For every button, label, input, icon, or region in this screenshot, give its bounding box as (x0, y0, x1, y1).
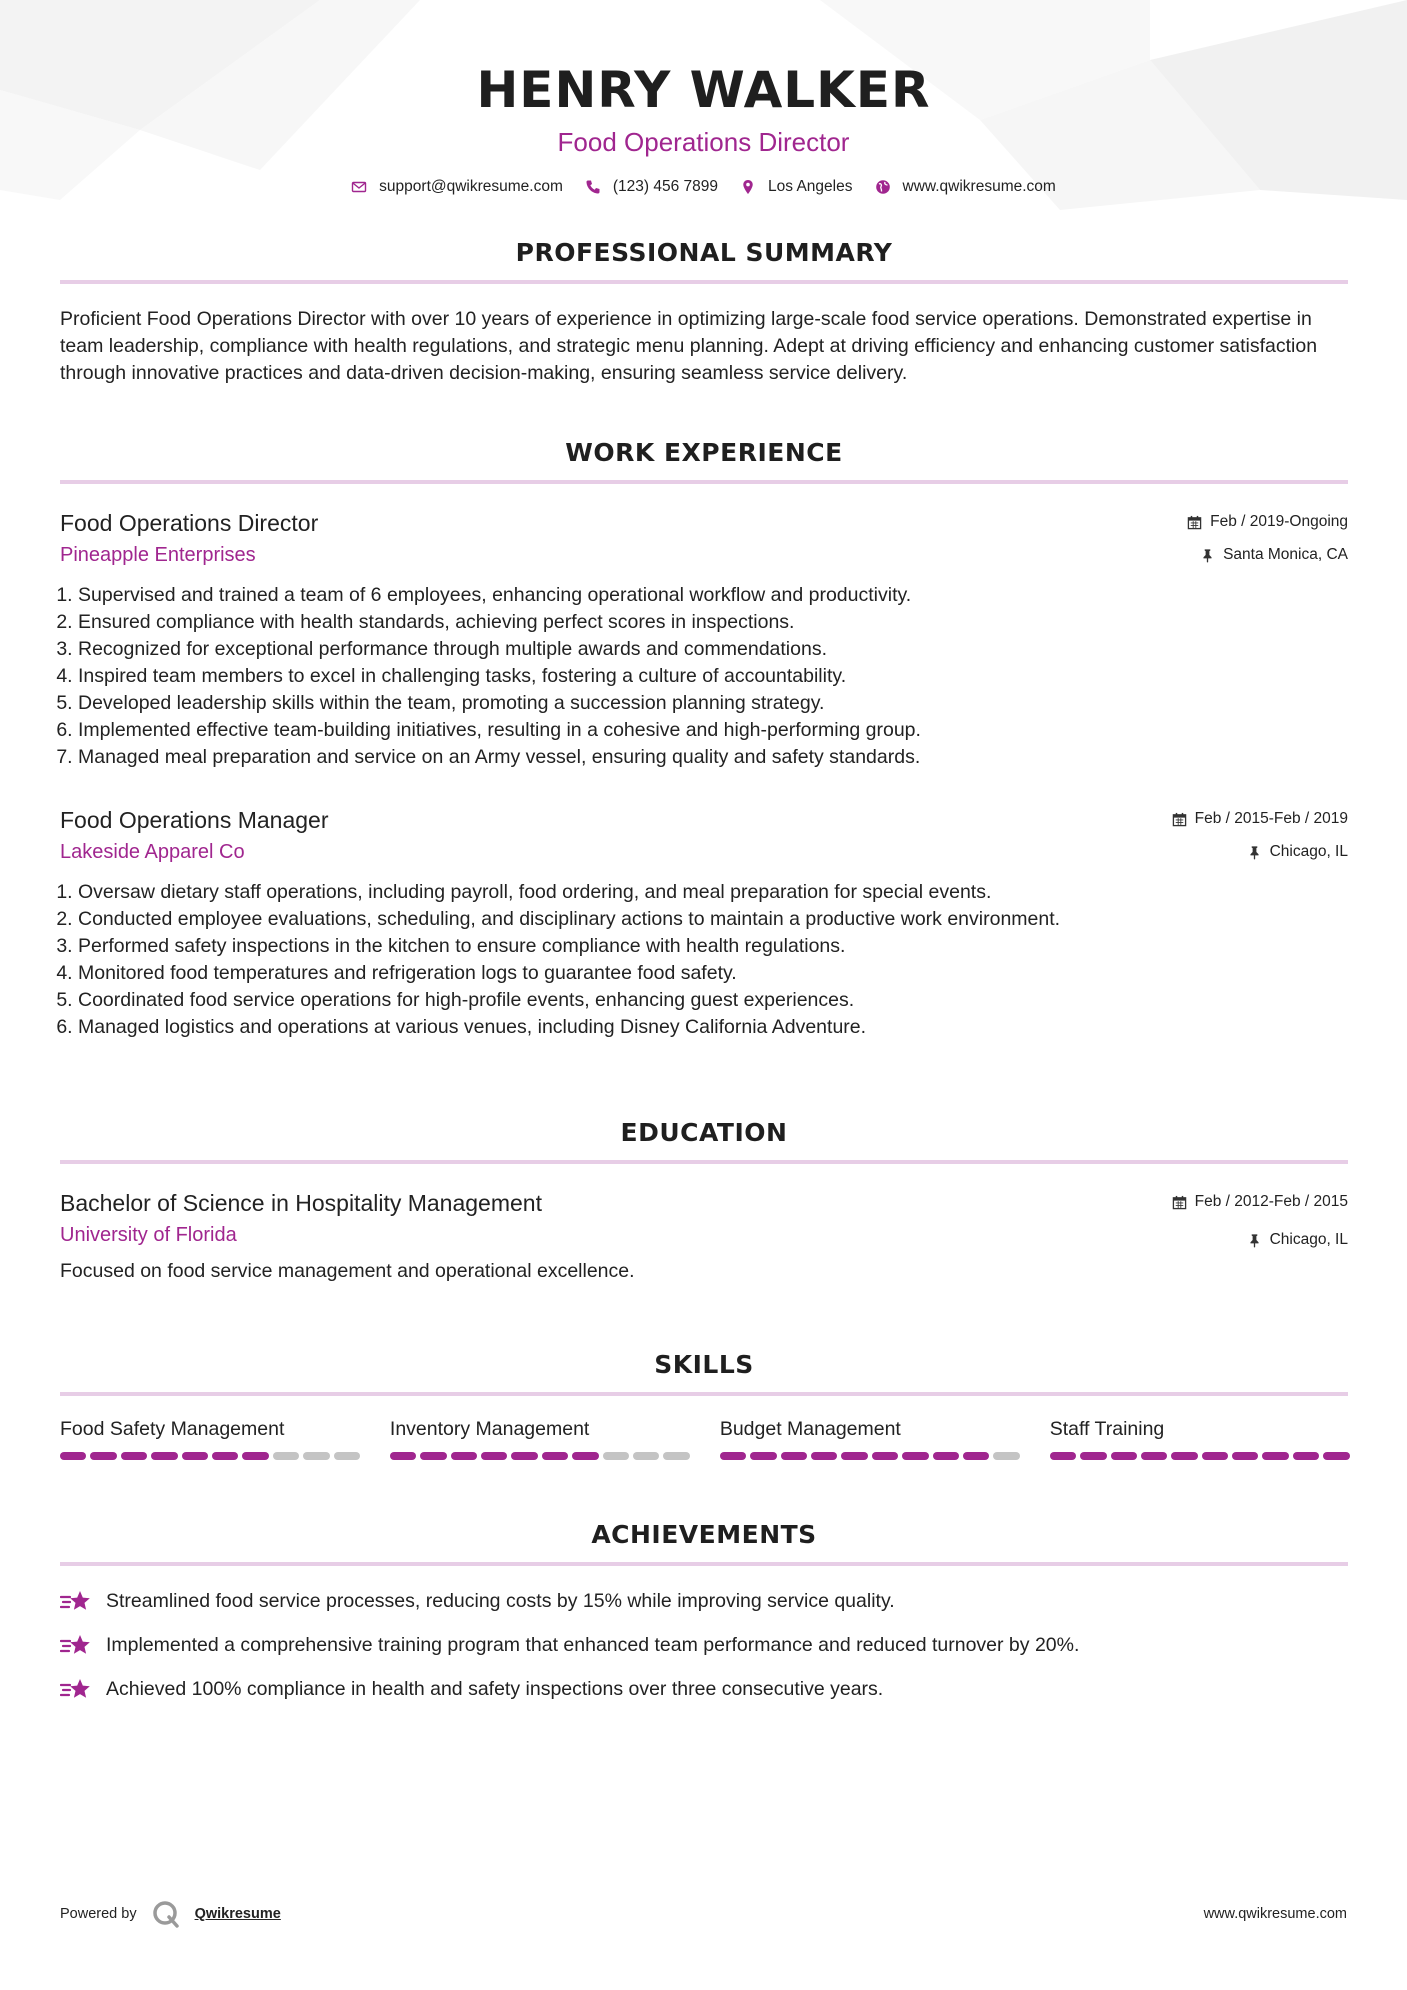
shooting-star-icon (60, 1589, 92, 1615)
list-item: 6. Implemented effective team-building initiatives, resulting in a cohesive and high-performing group. (78, 717, 1348, 744)
job-company: Pineapple Enterprises (60, 544, 256, 566)
experience-heading: WORK EXPERIENCE (565, 438, 843, 467)
skill-segment-filled (1323, 1452, 1349, 1460)
skill-segment-filled (182, 1452, 208, 1460)
skill-segment-filled (572, 1452, 598, 1460)
candidate-title: Food Operations Director (557, 127, 850, 157)
skills-list (60, 1416, 1348, 1460)
skill-segment-filled (963, 1452, 989, 1460)
education-description: Focused on food service management and operational excellence. (60, 1260, 635, 1282)
globe-icon (875, 179, 891, 195)
skill-segment-filled (1232, 1452, 1258, 1460)
contact-email[interactable] (351, 178, 563, 196)
skill-segment-empty (273, 1452, 299, 1460)
skill-name: Inventory Management (389, 1418, 590, 1440)
calendar-icon (1187, 515, 1202, 530)
list-item: 1. Supervised and trained a team of 6 employees, enhancing operational workflow and productivity. (78, 582, 1348, 609)
skills-heading: SKILLS (654, 1350, 754, 1379)
achievement-item (60, 1632, 1348, 1659)
achievements-divider (60, 1562, 1348, 1566)
skills-section (60, 1348, 1348, 1460)
skill-segment-filled (902, 1452, 928, 1460)
skill-segment-filled (90, 1452, 116, 1460)
powered-by-label: Powered by (60, 1906, 137, 1922)
pushpin-icon (1200, 548, 1215, 563)
achievement-text: Implemented a comprehensive training program that enhanced team performance and reduced turnover by 20%. (106, 1634, 1080, 1656)
skill-segment-filled (1050, 1452, 1076, 1460)
pushpin-icon (1247, 1233, 1262, 1248)
contact-phone[interactable] (585, 178, 718, 196)
list-item: 4. Inspired team members to excel in challenging tasks, fostering a culture of accountability. (78, 663, 1348, 690)
skill-segment-filled (451, 1452, 477, 1460)
shooting-star-icon (60, 1633, 92, 1659)
job-location (1172, 842, 1348, 862)
job-dates (1172, 809, 1348, 829)
skill-segment-filled (390, 1452, 416, 1460)
achievements-section (60, 1518, 1348, 1703)
education-dates-text: Feb / 2012-Feb / 2015 (1194, 1193, 1348, 1210)
skill-level-bar (1050, 1452, 1350, 1460)
contact-location (740, 178, 852, 196)
skill-level-bar (720, 1452, 1020, 1460)
job-title: Food Operations Director (60, 510, 319, 536)
education-dates (1172, 1192, 1348, 1212)
skill-segment-filled (1293, 1452, 1319, 1460)
list-item: 3. Recognized for exceptional performance through multiple awards and commendations. (78, 636, 1348, 663)
job-company: Lakeside Apparel Co (60, 841, 245, 863)
contact-website-text: www.qwikresume.com (902, 178, 1056, 195)
job-meta (1172, 809, 1348, 862)
experience-section (60, 436, 1348, 1041)
qwikresume-link[interactable]: Qwikresume (194, 1906, 281, 1922)
skill-segment-empty (633, 1452, 659, 1460)
contact-location-text: Los Angeles (768, 178, 853, 195)
skills-divider (60, 1392, 1348, 1396)
contact-phone-text: (123) 456 7899 (612, 178, 719, 195)
list-item: 7. Managed meal preparation and service on an Army vessel, ensuring quality and safety standards. (78, 744, 1348, 771)
skill-segment-filled (1141, 1452, 1167, 1460)
job-meta (1187, 512, 1348, 565)
skill-item (60, 1416, 360, 1460)
school-name: University of Florida (60, 1224, 237, 1246)
education-section (60, 1116, 1348, 1285)
achievements-list (60, 1588, 1348, 1703)
skill-item (390, 1416, 690, 1460)
job-location-text: Santa Monica, CA (1223, 546, 1348, 563)
skill-segment-filled (511, 1452, 537, 1460)
achievement-text: Achieved 100% compliance in health and safety inspections over three consecutive years. (106, 1678, 884, 1700)
summary-section (60, 236, 1348, 387)
list-item: 2. Conducted employee evaluations, scheduling, and disciplinary actions to maintain a productive work environment. (78, 906, 1348, 933)
list-item: 1. Oversaw dietary staff operations, including payroll, food ordering, and meal preparation for special events. (78, 879, 1348, 906)
skill-segment-empty (663, 1452, 689, 1460)
skill-segment-filled (1080, 1452, 1106, 1460)
job-title: Food Operations Manager (60, 807, 329, 833)
resume-header (0, 0, 1407, 196)
list-item: 4. Monitored food temperatures and refrigeration logs to guarantee food safety. (78, 960, 1348, 987)
skill-segment-filled (811, 1452, 837, 1460)
contact-website[interactable] (875, 178, 1056, 196)
shooting-star-icon (60, 1677, 92, 1703)
list-item: 5. Coordinated food service operations for high-profile events, enhancing guest experiences. (78, 987, 1348, 1014)
skill-name: Food Safety Management (60, 1418, 285, 1440)
calendar-icon (1172, 812, 1187, 827)
skill-segment-empty (303, 1452, 329, 1460)
skill-item (1050, 1416, 1350, 1460)
skill-segment-filled (212, 1452, 238, 1460)
footer-website-link[interactable]: www.qwikresume.com (1203, 1906, 1347, 1922)
summary-heading: PROFESSIONAL SUMMARY (515, 238, 893, 267)
skill-segment-filled (242, 1452, 268, 1460)
skill-segment-empty (603, 1452, 629, 1460)
job-dates (1187, 512, 1348, 532)
job-location (1187, 545, 1348, 565)
skill-segment-empty (993, 1452, 1019, 1460)
job-entry (60, 805, 1348, 1041)
skill-name: Staff Training (1049, 1418, 1165, 1440)
job-duties-list (60, 879, 1348, 1041)
job-dates-text: Feb / 2019-Ongoing (1210, 513, 1348, 530)
list-item: 2. Ensured compliance with health standards, achieving perfect scores in inspections. (78, 609, 1348, 636)
skill-segment-filled (542, 1452, 568, 1460)
experience-divider (60, 480, 1348, 484)
skill-segment-filled (121, 1452, 147, 1460)
skill-name: Budget Management (719, 1418, 901, 1440)
skill-segment-filled (1171, 1452, 1197, 1460)
list-item: 5. Developed leadership skills within the team, promoting a succession planning strategy. (78, 690, 1348, 717)
footer (60, 1896, 1347, 1932)
skill-segment-filled (420, 1452, 446, 1460)
skill-segment-filled (481, 1452, 507, 1460)
education-location (1172, 1230, 1348, 1250)
degree-title: Bachelor of Science in Hospitality Management (60, 1190, 542, 1216)
phone-icon (585, 179, 601, 195)
education-heading: EDUCATION (620, 1118, 788, 1147)
pushpin-icon (1247, 845, 1262, 860)
achievement-text: Streamlined food service processes, reducing costs by 15% while improving service quality. (106, 1590, 895, 1612)
job-location-text: Chicago, IL (1269, 843, 1348, 860)
calendar-icon (1172, 1195, 1187, 1210)
job-duties-list (60, 582, 1348, 771)
skill-item (720, 1416, 1020, 1460)
skill-segment-filled (151, 1452, 177, 1460)
contact-email-text: support@qwikresume.com (379, 178, 563, 195)
skill-segment-filled (750, 1452, 776, 1460)
achievements-heading: ACHIEVEMENTS (591, 1520, 817, 1549)
skill-segment-filled (1262, 1452, 1288, 1460)
map-marker-icon (740, 179, 756, 195)
skill-segment-filled (781, 1452, 807, 1460)
achievement-item (60, 1676, 1348, 1703)
list-item: 6. Managed logistics and operations at various venues, including Disney California Adventure. (78, 1014, 1348, 1041)
education-meta (1172, 1192, 1348, 1250)
job-dates-text: Feb / 2015-Feb / 2019 (1194, 810, 1348, 827)
powered-by (60, 1899, 281, 1929)
skill-segment-filled (933, 1452, 959, 1460)
education-location-text: Chicago, IL (1269, 1231, 1348, 1248)
skill-segment-filled (872, 1452, 898, 1460)
candidate-name: HENRY WALKER (476, 61, 931, 119)
contact-bar (0, 178, 1407, 196)
education-entry (60, 1188, 1348, 1285)
skill-level-bar (60, 1452, 360, 1460)
list-item: 3. Performed safety inspections in the kitchen to ensure compliance with health regulations. (78, 933, 1348, 960)
summary-text: Proficient Food Operations Director with over 10 years of experience in optimizing large-scale food service operations. Demonstrated expertise in team leadership, compliance with health regulations, and strategic menu planning. Adept at driving efficiency and enhancing customer satisfaction through innovative practices and data-driven decision-making, ensuring seamless service delivery. (60, 308, 1318, 384)
skill-segment-filled (1111, 1452, 1137, 1460)
job-entry (60, 508, 1348, 771)
qwikresume-logo-icon (151, 1899, 181, 1929)
summary-divider (60, 280, 1348, 284)
skill-segment-filled (841, 1452, 867, 1460)
education-divider (60, 1160, 1348, 1164)
skill-segment-empty (334, 1452, 360, 1460)
envelope-icon (351, 179, 367, 195)
skill-segment-filled (720, 1452, 746, 1460)
skill-level-bar (390, 1452, 690, 1460)
skill-segment-filled (60, 1452, 86, 1460)
achievement-item (60, 1588, 1348, 1615)
skill-segment-filled (1202, 1452, 1228, 1460)
